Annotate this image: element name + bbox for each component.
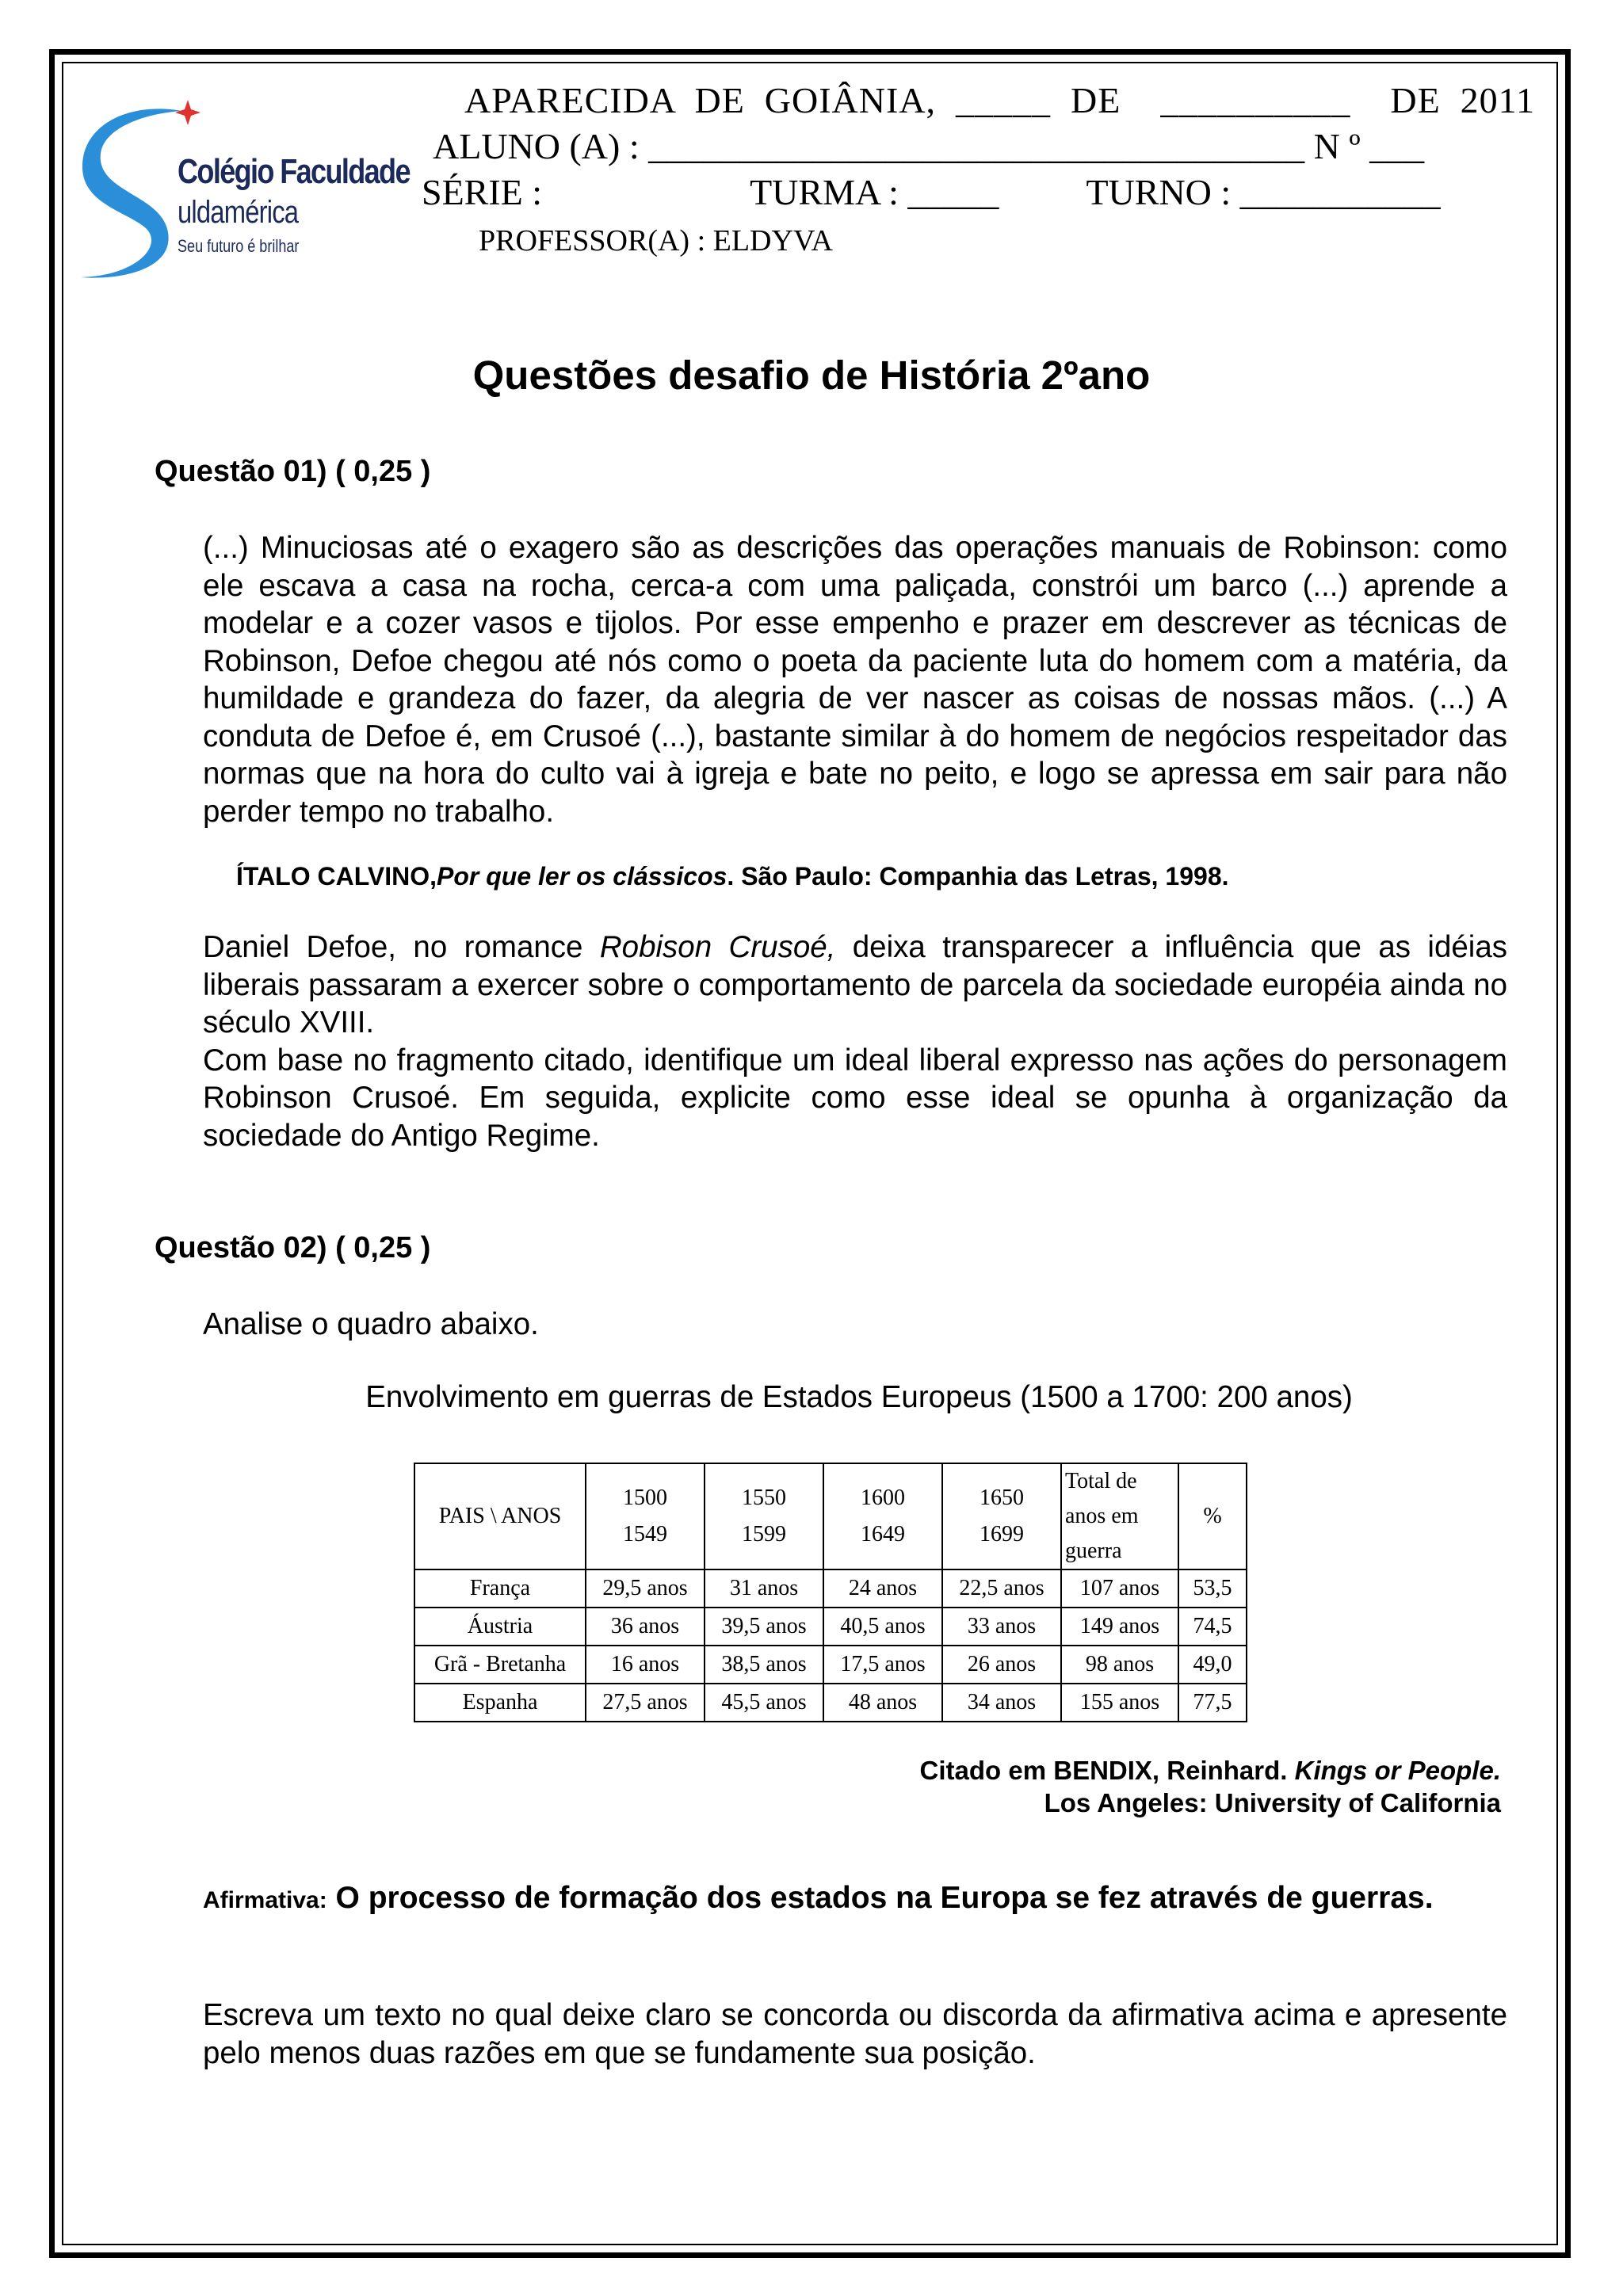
logo-name: Colégio Faculdade bbox=[178, 152, 410, 191]
header-period: 1500 1549 bbox=[586, 1463, 705, 1569]
cell-value: 16 anos bbox=[586, 1646, 705, 1684]
cell-value: 45,5 anos bbox=[705, 1684, 823, 1722]
affirmative-text: O processo de formação dos estados na Europa se fez através de guerras. bbox=[327, 1881, 1434, 1915]
wars-table bbox=[414, 1463, 1247, 1722]
header-period: 1550 1599 bbox=[705, 1463, 823, 1569]
cell-value: 26 anos bbox=[942, 1646, 1061, 1684]
header-student: ALUNO (A) : ____________________________________ N º ___ bbox=[433, 126, 1425, 166]
header-turno: TURNO : ___________ bbox=[1086, 172, 1441, 212]
citation-work: Kings or People. bbox=[1294, 1756, 1501, 1785]
header-percent: % bbox=[1178, 1463, 1247, 1569]
citation-author: Citado em BENDIX, Reinhard. bbox=[919, 1756, 1295, 1785]
cell-value: 38,5 anos bbox=[705, 1646, 823, 1684]
body-text: Daniel Defoe, no romance bbox=[203, 930, 600, 964]
question-1-quote: (...) Minuciosas até o exagero são as descrições das operações manuais de Robinson: como ele escava a casa na rocha, cerca-a com uma paliçada, constrói um barco (...) aprende a modelar e a cozer vasos e tijolos. Por esse empenho e prazer em descrever as técnicas de Robinson, Defoe chegou até nós como o poeta da paciente luta do homem com a matéria, da humildade e grandeza do fazer, da alegria de ver nascer as coisas de nossas mãos. (...) A conduta de Defoe é, em Crusoé (...), bastante similar à do homem de negócios respeitador das normas que na hora do culto vai à igreja e bate no peito, e logo se apressa em sair para não perder tempo no trabalho. bbox=[203, 531, 1507, 829]
table-row bbox=[414, 1646, 1247, 1684]
cell-value: 36 anos bbox=[586, 1608, 705, 1646]
cell-country: Grã - Bretanha bbox=[414, 1646, 586, 1684]
cell-value: 29,5 anos bbox=[586, 1569, 705, 1608]
cell-percent: 77,5 bbox=[1178, 1684, 1247, 1722]
book-title: Robison Crusoé, bbox=[599, 930, 836, 964]
question-2-body: Escreva um texto no qual deixe claro se concorda ou discorda da afirmativa acima e apresente pelo menos duas razões em que se fundamente sua posição. bbox=[203, 1998, 1507, 2070]
logo-swoosh-icon bbox=[73, 93, 406, 292]
page-title: Questões desafio de História 2ºano bbox=[472, 353, 1151, 398]
cell-value: 39,5 anos bbox=[705, 1608, 823, 1646]
header-professor: PROFESSOR(A) : ELDYVA bbox=[479, 224, 833, 257]
logo-tagline: Seu futuro é brilhar bbox=[178, 236, 300, 256]
cell-percent: 49,0 bbox=[1178, 1646, 1247, 1684]
question-2-intro: Analise o quadro abaixo. bbox=[203, 1307, 539, 1341]
cell-value: 48 anos bbox=[823, 1684, 942, 1722]
affirmative-label: Afirmativa: bbox=[203, 1887, 327, 1913]
question-2-heading: Questão 02) ( 0,25 ) bbox=[155, 1231, 431, 1264]
cell-value: 22,5 anos bbox=[942, 1569, 1061, 1608]
table-row bbox=[414, 1684, 1247, 1722]
question-1-heading: Questão 01) ( 0,25 ) bbox=[155, 455, 431, 488]
affirmative-statement bbox=[203, 1879, 1507, 1919]
header-period: 1650 1699 bbox=[942, 1463, 1061, 1569]
header-total: Total de anos em guerra bbox=[1061, 1463, 1178, 1569]
citation-publisher: Los Angeles: University of California bbox=[1044, 1788, 1501, 1817]
table-header-row bbox=[414, 1463, 1247, 1569]
citation-author: ÍTALO CALVINO, bbox=[236, 862, 437, 891]
cell-country: Espanha bbox=[414, 1684, 586, 1722]
question-1-body bbox=[203, 929, 1507, 1154]
citation-publisher: . São Paulo: Companhia das Letras, 1998. bbox=[727, 862, 1229, 891]
school-logo bbox=[73, 93, 410, 292]
table-row bbox=[414, 1569, 1247, 1608]
cell-value: 34 anos bbox=[942, 1684, 1061, 1722]
logo-subname: uldamérica bbox=[178, 195, 299, 230]
cell-value: 40,5 anos bbox=[823, 1608, 942, 1646]
header-period: 1600 1649 bbox=[823, 1463, 942, 1569]
table-row bbox=[414, 1608, 1247, 1646]
cell-percent: 74,5 bbox=[1178, 1608, 1247, 1646]
cell-value: 31 anos bbox=[705, 1569, 823, 1608]
cell-total: 107 anos bbox=[1061, 1569, 1178, 1608]
table-citation bbox=[920, 1754, 1501, 1819]
cell-value: 27,5 anos bbox=[586, 1684, 705, 1722]
cell-value: 24 anos bbox=[823, 1569, 942, 1608]
header-class-info bbox=[422, 171, 1441, 213]
cell-value: 17,5 anos bbox=[823, 1646, 942, 1684]
header-serie: SÉRIE : bbox=[422, 172, 543, 212]
header-city-date: APARECIDA DE GOIÂNIA, _____ DE __________ DE 2011 bbox=[464, 80, 1535, 120]
citation-work: Por que ler os clássicos bbox=[437, 862, 727, 891]
cell-country: França bbox=[414, 1569, 586, 1608]
header-turma: TURMA : _____ bbox=[750, 172, 999, 212]
cell-percent: 53,5 bbox=[1178, 1569, 1247, 1608]
cell-total: 149 anos bbox=[1061, 1608, 1178, 1646]
cell-total: 155 anos bbox=[1061, 1684, 1178, 1722]
body-text: deixa transparecer a influência que as idéias liberais passaram a exercer sobre o comportamento de parcela da sociedade européia ainda no século XVIII. bbox=[203, 930, 1507, 1039]
body-prompt: Com base no fragmento citado, identifique um ideal liberal expresso nas ações do personagem Robinson Crusoé. Em seguida, explicite como esse ideal se opunha à organização da sociedade do Antigo Regime. bbox=[203, 1043, 1507, 1153]
cell-total: 98 anos bbox=[1061, 1646, 1178, 1684]
header-country: PAIS \ ANOS bbox=[414, 1463, 586, 1569]
table-title: Envolvimento em guerras de Estados Europeus (1500 a 1700: 200 anos) bbox=[365, 1380, 1353, 1414]
cell-country: Áustria bbox=[414, 1608, 586, 1646]
cell-value: 33 anos bbox=[942, 1608, 1061, 1646]
question-1-citation bbox=[236, 862, 1229, 891]
